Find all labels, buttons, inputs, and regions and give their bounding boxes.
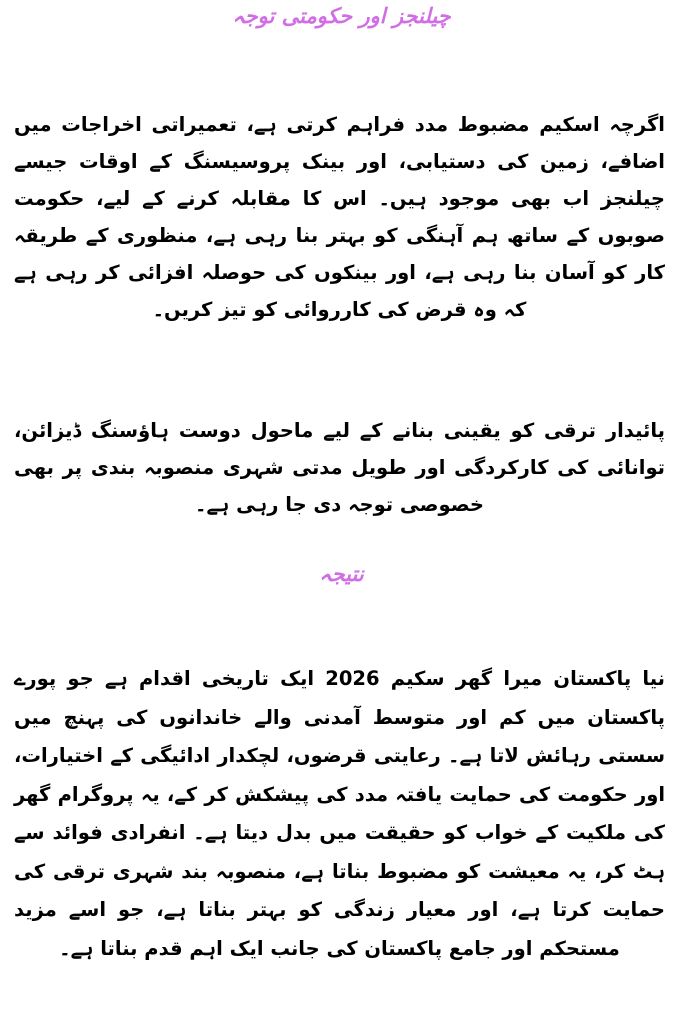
section-heading-conclusion: نتیجہ bbox=[319, 562, 364, 586]
paragraph-challenges: اگرچہ اسکیم مضبوط مدد فراہم کرتی ہے، تعمیراتی اخراجات میں اضافے، زمین کی دستیابی، اور بینک پروسیسنگ کے اوقات جیسے چیلنجز اب بھی موجود ہیں۔ اس کا مقابلہ کرنے کے لیے، حکومت صوبوں کے ساتھ ہم آہنگی کو بہتر بنا رہی ہے، منظوری کے طریقہ کار کو آسان بنا رہی ہے، اور بینکوں کی حوصلہ افزائی کر رہی ہے کہ وہ قرض کی کارروائی کو تیز کریں۔ bbox=[14, 113, 665, 321]
paragraph-sustainability: پائیدار ترقی کو یقینی بنانے کے لیے ماحول دوست ہاؤسنگ ڈیزائن، توانائی کی کارکردگی اور طویل مدتی شہری منصوبہ بندی پر بھی خصوصی توجہ دی جا رہی ہے۔ bbox=[14, 419, 665, 516]
section-heading-challenges: چیلنجز اور حکومتی توجہ bbox=[232, 4, 451, 28]
paragraph-conclusion: نیا پاکستان میرا گھر سکیم 2026 ایک تاریخی اقدام ہے جو پورے پاکستان میں کم اور متوسط آمدنی والے خاندانوں کی پہنچ میں سستی رہائش لاتا ہے۔ رعایتی قرضوں، لچکدار ادائیگی کے اختیارات، اور حکومت کی حمایت یافتہ مدد کی پیشکش کر کے، یہ پروگرام گھر کی ملکیت کے خواب کو حقیقت میں بدل دیتا ہے۔ انفرادی فوائد سے ہٹ کر، یہ معیشت کو مضبوط بناتا ہے، منصوبہ بند شہری ترقی کی حمایت کرتا ہے، اور معیار زندگی کو بہتر بناتا ہے، جو اسے مزید مستحکم اور جامع پاکستان کی جانب ایک اہم قدم بناتا ہے۔ bbox=[14, 667, 665, 960]
